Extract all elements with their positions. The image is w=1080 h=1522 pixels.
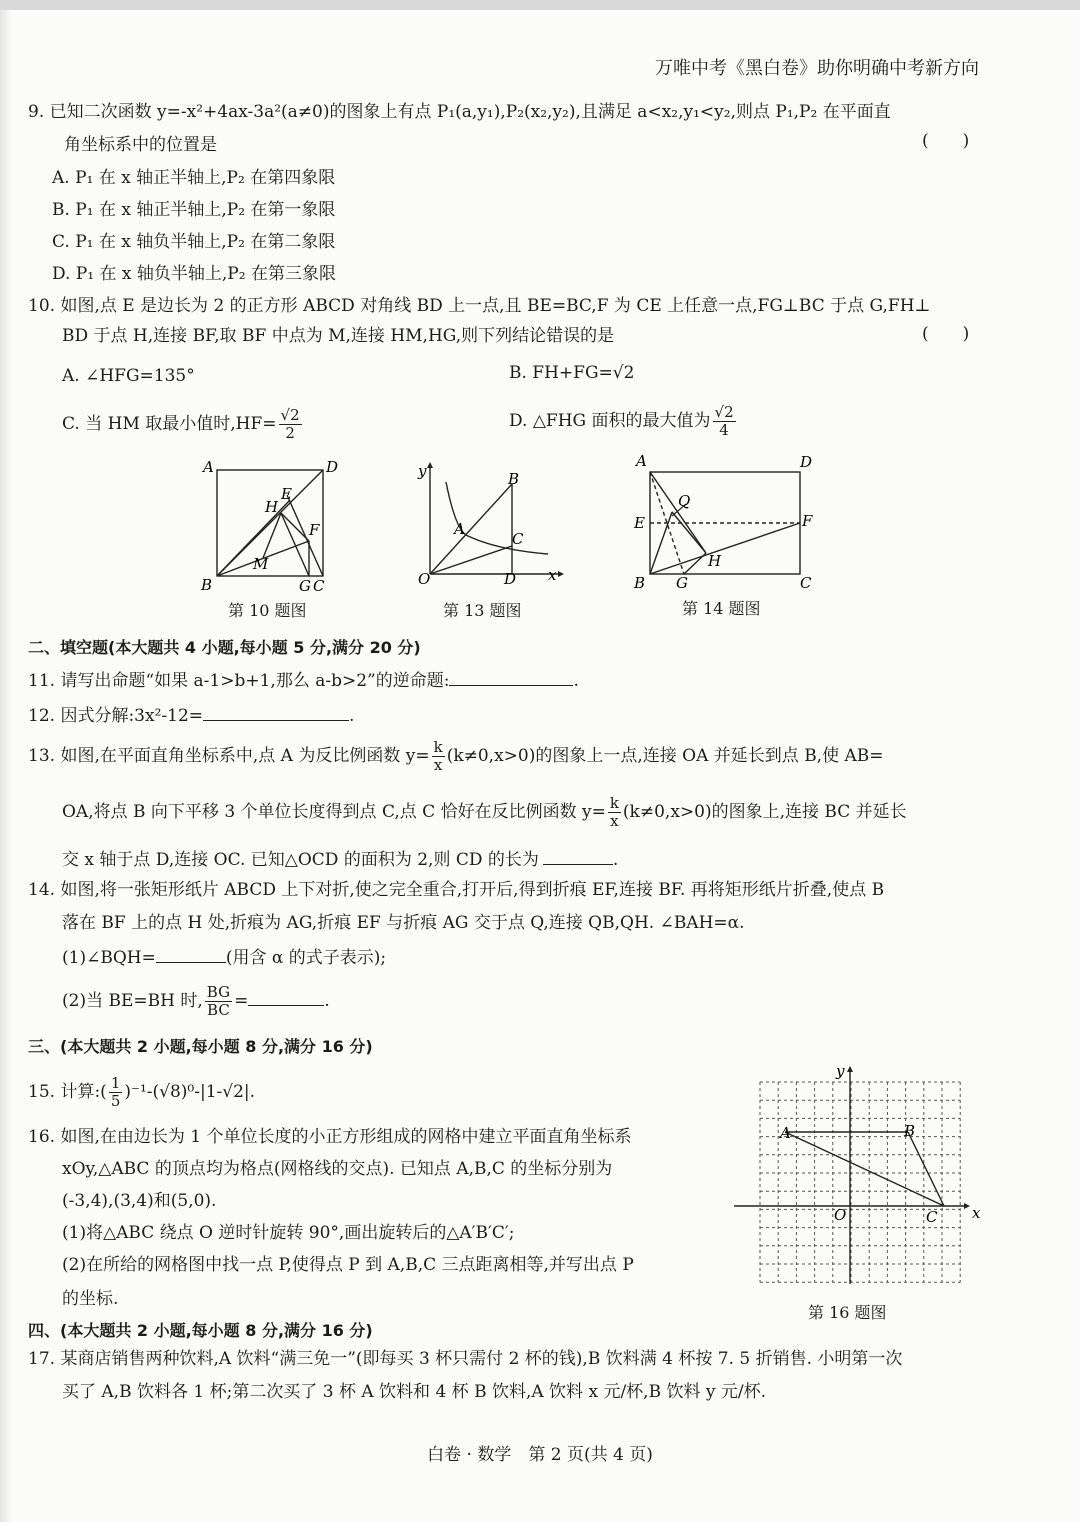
section-2-heading: 二、填空题(本大题共 4 小题,每小题 5 分,满分 20 分) — [28, 638, 421, 657]
q10-line2: BD 于点 H,连接 BF,取 BF 中点为 M,连接 HM,HG,则下列结论错误的是 — [62, 326, 615, 346]
q9-option-c: C. P₁ 在 x 轴负半轴上,P₂ 在第二象限 — [52, 232, 336, 252]
label-b: B — [508, 470, 520, 488]
label-o: O — [418, 570, 431, 588]
figure-13-caption: 第 13 题图 — [443, 601, 522, 620]
label-f: F — [802, 512, 813, 530]
label-g: G — [676, 574, 688, 592]
page-header: 万唯中考《黑白卷》助你明确中考新方向 — [655, 58, 979, 79]
figure-14-caption: 第 14 题图 — [682, 599, 761, 618]
segment-bf — [650, 523, 800, 574]
q14-sub1-tail: (用含 α 的式子表示); — [225, 948, 387, 968]
figure-10-caption: 第 10 题图 — [228, 601, 307, 620]
label-e: E — [281, 485, 292, 503]
label-g: G — [299, 577, 311, 595]
q14-line2: 落在 BF 上的点 H 处,折痕为 AG,折痕 EF 与折痕 AG 交于点 Q,连接 QB,QH. ∠BAH=α. — [62, 913, 745, 933]
label-c: C — [313, 577, 325, 595]
label-x: x — [972, 1204, 981, 1222]
label-c: C — [512, 530, 524, 548]
frac-denominator: x — [433, 756, 443, 774]
label-b: B — [201, 576, 213, 594]
q10-line1: 10. 如图,点 E 是边长为 2 的正方形 ABCD 对角线 BD 上一点,且 BE=BC,F 为 CE 上任意一点,FG⊥BC 于点 G,FH⊥ — [28, 296, 931, 316]
q13-line1 — [28, 734, 884, 778]
y-axis-arrow — [847, 1066, 853, 1072]
q9-option-b: B. P₁ 在 x 轴正半轴上,P₂ 在第一象限 — [52, 200, 336, 220]
frac-numerator: k — [433, 738, 443, 756]
q15-fraction — [109, 1075, 123, 1110]
q9-line1: 9. 已知二次函数 y=-x²+4ax-3a²(a≠0)的图象上有点 P₁(a,y₁),P₂(x₂,y₂),且满足 a<x₂,y₁<y₂,则点 P₁,P₂ 在平面直 — [28, 102, 891, 122]
label-b: B — [634, 574, 646, 592]
frac-numerator: √2 — [714, 403, 734, 421]
label-y: y — [836, 1062, 845, 1080]
frac-numerator: √2 — [280, 406, 300, 424]
q10-option-b: B. FH+FG=√2 — [509, 363, 635, 383]
segment-bc — [908, 1132, 944, 1206]
q13-line1b: (k≠0,x>0)的图象上一点,连接 OA 并延长到点 B,使 AB= — [446, 746, 884, 766]
q12-end: . — [349, 706, 355, 726]
frac-denominator: BC — [207, 1001, 230, 1019]
q13-line2a: OA,将点 B 向下平移 3 个单位长度得到点 C,点 C 恰好在反比例函数 y= — [62, 802, 606, 822]
q13-answer-blank[interactable] — [543, 848, 613, 865]
q17-line1: 17. 某商店销售两种饮料,A 饮料“满三免一”(即每买 3 杯只需付 2 杯的钱),B 饮料满 4 杯按 7. 5 折销售. 小明第一次 — [28, 1349, 903, 1369]
q13-fraction-2 — [608, 795, 621, 830]
q14-sub1 — [62, 946, 386, 969]
label-o: O — [834, 1206, 847, 1224]
label-q: Q — [678, 492, 691, 510]
figure-13 — [408, 462, 568, 592]
q13-line2b: (k≠0,x>0)的图象上,连接 BC 并延长 — [622, 802, 907, 822]
frac-denominator: 5 — [110, 1092, 121, 1110]
q16-sub2: (2)在所给的网格图中找一点 P,使得点 P 到 A,B,C 三点距离相等,并写出点 P — [62, 1255, 634, 1275]
label-d: D — [800, 453, 813, 471]
q10-option-c-fraction — [279, 407, 302, 442]
scan-left-shadow — [0, 10, 12, 1522]
q11 — [28, 669, 579, 692]
q11-text: 11. 请写出命题“如果 a-1>b+1,那么 a-b>2”的逆命题: — [28, 671, 450, 691]
x-axis-arrow — [558, 571, 564, 577]
q13-fraction-1 — [432, 739, 445, 774]
q9-answer-paren: ( ) — [922, 131, 970, 151]
q10-option-a: A. ∠HFG=135° — [62, 366, 195, 386]
q15 — [28, 1068, 255, 1116]
q15-text-b: )⁻¹-(√8)⁰-|1-√2|. — [124, 1082, 256, 1102]
label-d: D — [326, 458, 339, 476]
q10-option-d — [509, 397, 738, 445]
label-h: H — [708, 552, 722, 570]
q14-line1: 14. 如图,将一张矩形纸片 ABCD 上下对折,使之完全重合,打开后,得到折痕 EF,连接 BF. 再将矩形纸片折叠,使点 B — [28, 880, 885, 900]
section-3-heading: 三、(本大题共 2 小题,每小题 8 分,满分 16 分) — [28, 1037, 373, 1056]
label-e: E — [634, 514, 645, 532]
label-y: y — [418, 462, 427, 480]
q13-line3-text: 交 x 轴于点 D,连接 OC. 已知△OCD 的面积为 2,则 CD 的长为 — [62, 850, 539, 870]
label-a: A — [636, 452, 647, 470]
q14-sub2 — [62, 976, 330, 1026]
scan-top-edge — [0, 0, 1080, 10]
x-axis-arrow — [964, 1203, 970, 1209]
segment-gh — [684, 553, 706, 574]
hyperbola-curve — [446, 482, 548, 554]
q14-sub2-blank[interactable] — [248, 989, 324, 1006]
figure-16-caption: 第 16 题图 — [808, 1303, 887, 1322]
y-axis-arrow — [427, 462, 433, 468]
q12-text: 12. 因式分解:3x²-12= — [28, 706, 204, 726]
section-4-heading: 四、(本大题共 2 小题,每小题 8 分,满分 16 分) — [28, 1321, 373, 1340]
q9-option-a: A. P₁ 在 x 轴正半轴上,P₂ 在第四象限 — [52, 168, 336, 188]
q9-line2: 角坐标系中的位置是 — [64, 135, 217, 155]
q14-sub2-text: (2)当 BE=BH 时, — [62, 991, 203, 1011]
q16-line2: xOy,△ABC 的顶点均为格点(网格线的交点). 已知点 A,B,C 的坐标分别为 — [62, 1159, 613, 1179]
label-x: x — [548, 566, 557, 584]
page-footer: 白卷 · 数学 第 2 页(共 4 页) — [427, 1445, 653, 1465]
segment-fh — [281, 513, 309, 541]
segment-ah — [650, 472, 706, 553]
q14-sub1-text: (1)∠BQH= — [62, 948, 156, 968]
q10-option-d-text: D. △FHG 面积的最大值为 — [509, 411, 711, 431]
q12-answer-blank[interactable] — [203, 704, 349, 721]
q14-sub2-fraction — [205, 984, 232, 1019]
figure-14 — [630, 450, 820, 592]
label-h: H — [265, 498, 279, 516]
frac-denominator: x — [610, 812, 619, 830]
frac-numerator: 1 — [110, 1074, 121, 1092]
q16-sub2-tail: 的坐标. — [62, 1289, 119, 1309]
q10-option-c-text: C. 当 HM 取最小值时,HF= — [62, 414, 277, 434]
q13-line1a: 13. 如图,在平面直角坐标系中,点 A 为反比例函数 y= — [28, 746, 430, 766]
segment-ac — [785, 1132, 944, 1206]
q16-line1: 16. 如图,在由边长为 1 个单位长度的小正方形组成的网格中建立平面直角坐标系 — [28, 1127, 632, 1147]
q10-answer-paren: ( ) — [922, 324, 970, 344]
label-m: M — [253, 555, 269, 573]
label-d: D — [504, 570, 517, 588]
q13-line2 — [62, 790, 907, 834]
frac-denominator: 2 — [285, 424, 295, 442]
q12 — [28, 704, 354, 727]
frac-numerator: k — [609, 794, 619, 812]
q17-line2: 买了 A,B 饮料各 1 杯;第二次买了 3 杯 A 饮料和 4 杯 B 饮料,A 饮料 x 元/杯,B 饮料 y 元/杯. — [62, 1382, 767, 1402]
label-c: C — [800, 574, 812, 592]
q10-option-d-fraction — [713, 404, 736, 439]
label-a: A — [454, 520, 465, 538]
q13-line3 — [62, 848, 618, 871]
q10-option-c — [62, 400, 304, 448]
q11-answer-blank[interactable] — [449, 669, 573, 686]
q15-text-a: 15. 计算:( — [28, 1082, 107, 1102]
q9-option-d: D. P₁ 在 x 轴负半轴上,P₂ 在第三象限 — [52, 264, 336, 284]
dashed-grid — [760, 1082, 960, 1282]
segment-qh — [672, 512, 706, 553]
label-f: F — [309, 521, 320, 539]
q14-end: . — [324, 991, 330, 1011]
q14-sub1-blank[interactable] — [156, 946, 226, 963]
q16-line3: (-3,4),(3,4)和(5,0). — [62, 1191, 217, 1211]
figure-10 — [195, 455, 345, 595]
label-b: B — [904, 1122, 916, 1140]
label-c: C — [926, 1208, 938, 1226]
q14-sub2-eq: = — [234, 991, 249, 1011]
segment-qb — [650, 512, 672, 574]
q16-sub1: (1)将△ABC 绕点 O 逆时针旋转 90°,画出旋转后的△A′B′C′; — [62, 1223, 515, 1243]
segment-hg — [281, 513, 309, 576]
figure-16 — [728, 1062, 988, 1294]
frac-numerator: BG — [206, 983, 231, 1001]
frac-denominator: 4 — [719, 421, 729, 439]
label-a: A — [780, 1124, 791, 1142]
q11-end: . — [573, 671, 579, 691]
label-a: A — [203, 458, 214, 476]
q13-end: . — [612, 850, 619, 870]
